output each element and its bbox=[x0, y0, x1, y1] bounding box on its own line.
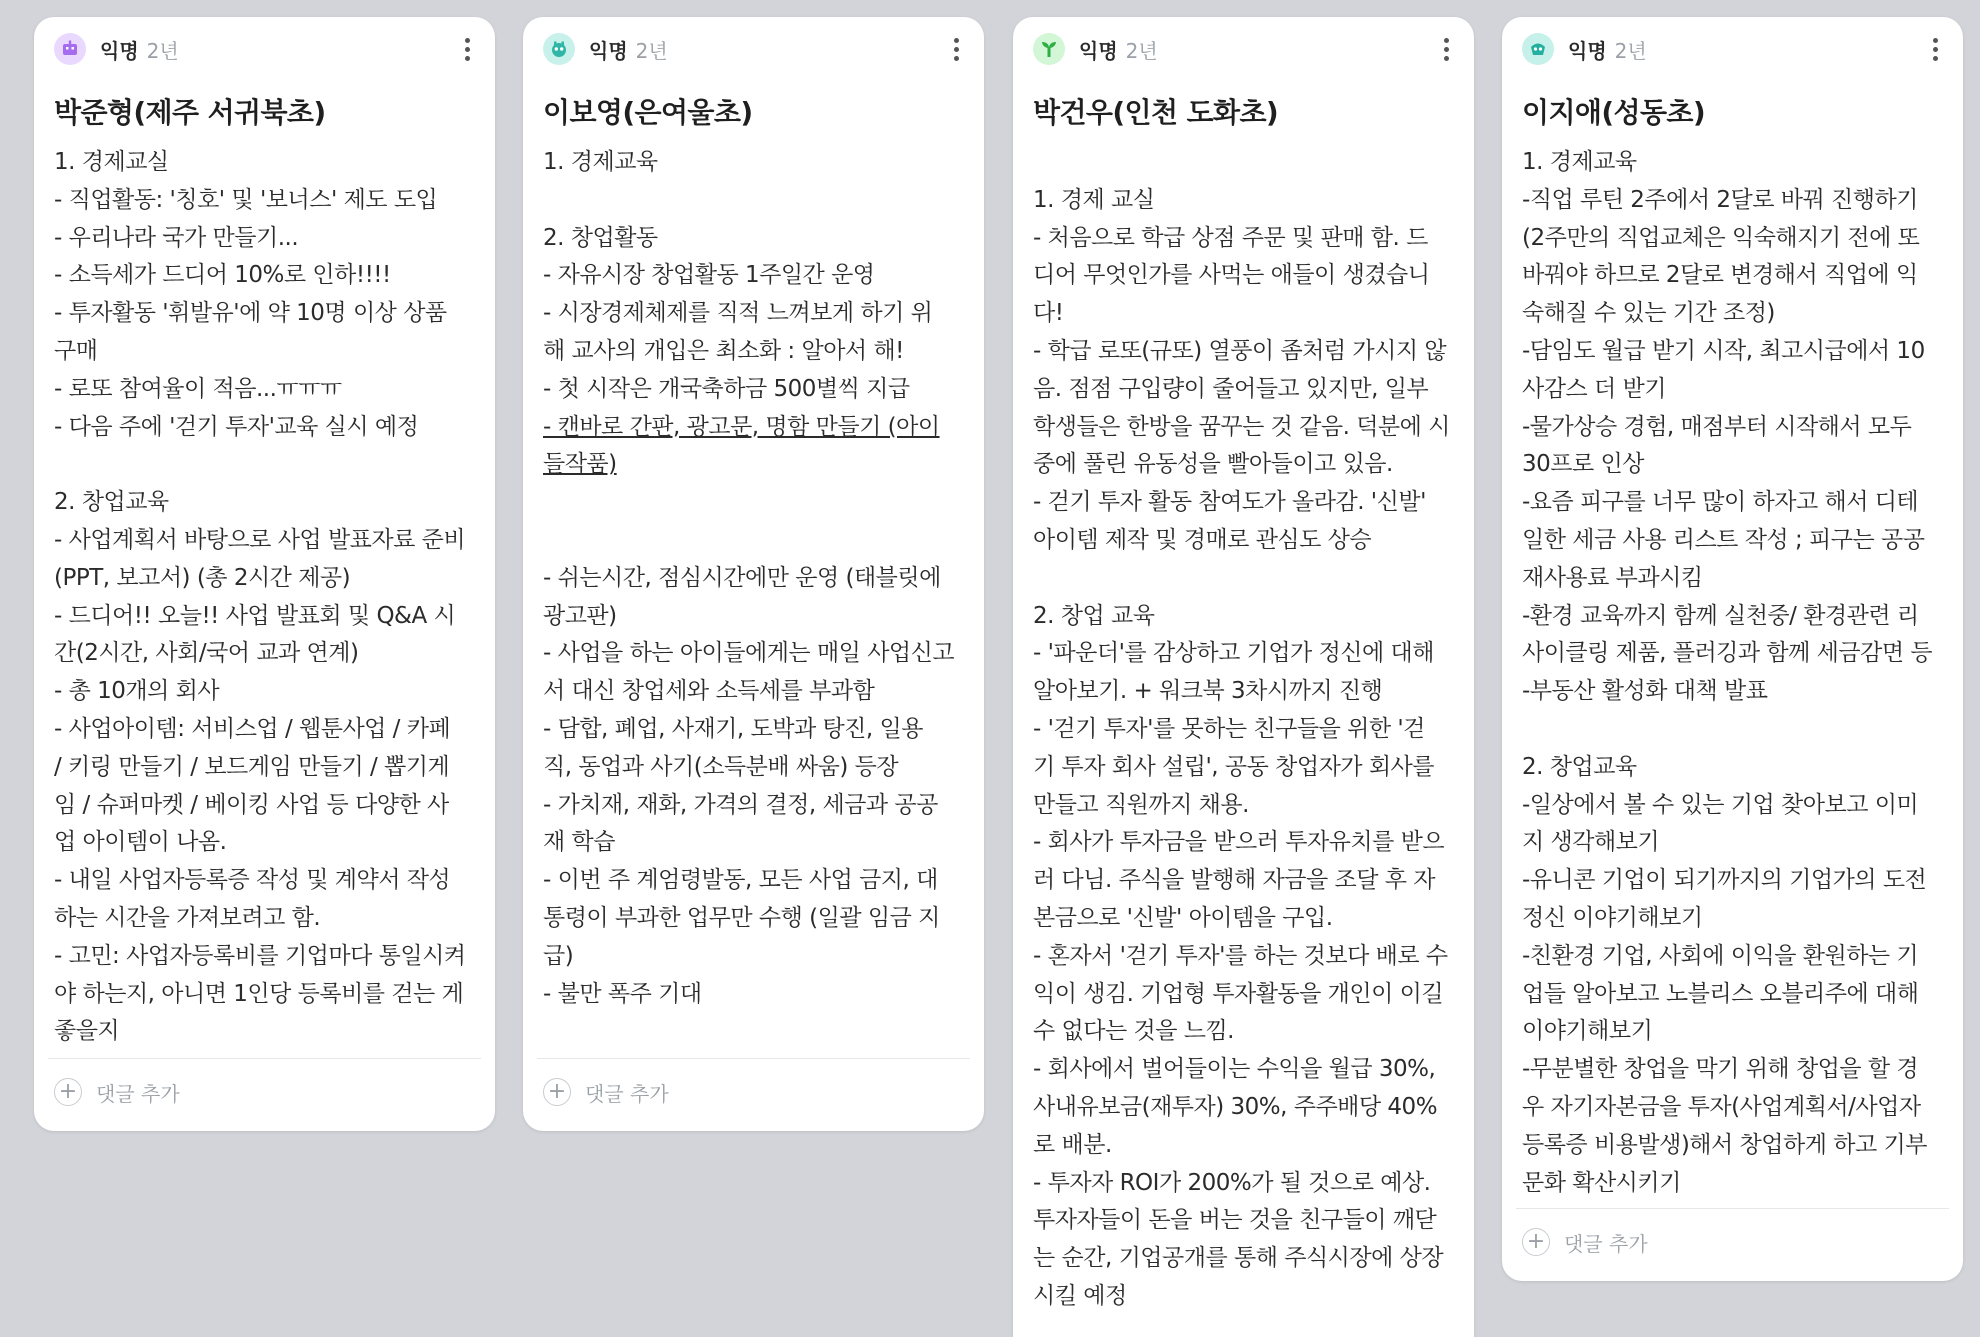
body-line: -유니콘 기업이 되기까지의 기업가의 도전 bbox=[1522, 867, 1927, 894]
body-line: 는 순간, 기업공개를 통해 주식시장에 상장 bbox=[1033, 1245, 1444, 1272]
body-line: 이야기해보기 bbox=[1522, 1018, 1653, 1045]
body-line: 2. 창업교육 bbox=[1522, 753, 1637, 780]
post-card[interactable] bbox=[1013, 17, 1474, 1337]
body-line: / 키링 만들기 / 보드게임 만들기 / 뽑기게 bbox=[54, 753, 450, 780]
body-line: 본금으로 '신발' 아이템을 구입. bbox=[1033, 904, 1333, 931]
body-line: - '걷기 투자'를 못하는 친구들을 위한 '걷 bbox=[1033, 715, 1425, 742]
body-line: - 사업아이템: 서비스업 / 웹툰사업 / 카페 bbox=[54, 715, 451, 742]
body-line: -친환경 기업, 사회에 이익을 환원하는 기 bbox=[1522, 942, 1919, 969]
post-time: 2년 bbox=[146, 38, 179, 63]
plus-icon: + bbox=[1522, 1228, 1550, 1256]
body-line-underlined: 들작품) bbox=[543, 451, 617, 478]
body-line: 간(2시간, 사회/국어 교과 연계) bbox=[54, 640, 359, 667]
body-line: - 회사가 투자금을 받으러 투자유치를 받으 bbox=[1033, 829, 1445, 856]
post-body bbox=[1033, 144, 1466, 1316]
body-line: 1. 경제교육 bbox=[543, 149, 658, 175]
body-line: 1. 경제교육 bbox=[1522, 149, 1637, 175]
plus-icon: + bbox=[54, 1078, 82, 1106]
body-line: 통령이 부과한 업무만 수행 (일괄 임금 지 bbox=[543, 904, 940, 931]
body-line: - 쉬는시간, 점심시간에만 운영 (태블릿에 bbox=[543, 564, 941, 591]
post-header bbox=[543, 31, 970, 67]
body-line bbox=[1033, 560, 1466, 598]
body-line: 업들 알아보고 노블리스 오블리주에 대해 bbox=[1522, 980, 1919, 1007]
body-line: - 학급 로또(규또) 열풍이 좀처럼 가시지 않 bbox=[1033, 337, 1447, 364]
body-line: 서 대신 창업세와 소득세를 부과함 bbox=[543, 678, 875, 705]
post-time: 2년 bbox=[1125, 38, 1158, 63]
creature-face-icon bbox=[1522, 33, 1554, 65]
body-line: - '파운더'를 감상하고 기업가 정신에 대해 bbox=[1033, 640, 1434, 667]
divider bbox=[1516, 1208, 1949, 1209]
body-line: 중에 풀린 유동성을 빨아들이고 있음. bbox=[1033, 451, 1393, 478]
post-title: 이지애(성동초) bbox=[1522, 96, 1706, 129]
body-line: 기 투자 회사 설립', 공동 창업자가 회사를 bbox=[1033, 753, 1434, 780]
body-line: -물가상승 경험, 매점부터 시작해서 모두 bbox=[1522, 413, 1912, 440]
more-options-icon[interactable] bbox=[453, 33, 481, 65]
body-line bbox=[54, 446, 487, 484]
body-line: 익이 생김. 기업형 투자활동을 개인이 이길 bbox=[1033, 980, 1444, 1007]
body-line: - 투자활동 '휘발유'에 약 10명 이상 상품 bbox=[54, 300, 447, 327]
body-line: 직, 동업과 사기(소득분배 싸움) 등장 bbox=[543, 753, 899, 780]
body-line: 업 아이템이 나옴. bbox=[54, 829, 227, 856]
add-comment-label: 댓글 추가 bbox=[96, 1081, 180, 1106]
body-line: - 혼자서 '걷기 투자'를 하는 것보다 배로 수 bbox=[1033, 942, 1448, 969]
body-line: 우 자기자본금을 투자(사업계획서/사업자 bbox=[1522, 1093, 1921, 1120]
body-line: 하는 시간을 가져보려고 함. bbox=[54, 904, 321, 931]
more-options-icon[interactable] bbox=[942, 33, 970, 65]
body-line: 정신 이야기해보기 bbox=[1522, 904, 1703, 931]
post-header bbox=[54, 31, 481, 67]
body-line bbox=[543, 484, 976, 522]
post-card[interactable] bbox=[34, 17, 495, 1131]
body-line: - 내일 사업자등록증 작성 및 계약서 작성 bbox=[54, 867, 451, 894]
body-line: - 담합, 폐업, 사재기, 도박과 탕진, 일용 bbox=[543, 715, 923, 742]
add-comment-label: 댓글 추가 bbox=[1564, 1231, 1648, 1256]
post-title: 박건우(인천 도화초) bbox=[1033, 96, 1279, 129]
body-line: -요즘 피구를 너무 많이 하자고 해서 디테 bbox=[1522, 489, 1919, 516]
body-line: 재사용료 부과시킴 bbox=[1522, 564, 1703, 591]
body-line: (2주만의 직업교체은 익숙해지기 전에 또 bbox=[1522, 224, 1920, 251]
body-line: 일한 세금 사용 리스트 작성 ; 피구는 공공 bbox=[1522, 526, 1925, 553]
body-line: - 고민: 사업자등록비를 기업마다 통일시켜 bbox=[54, 942, 466, 969]
post-time: 2년 bbox=[635, 38, 668, 63]
body-line bbox=[543, 522, 976, 560]
body-line: - 소득세가 드디어 10%로 인하!!!! bbox=[54, 262, 391, 289]
body-line: 광고판) bbox=[543, 602, 617, 629]
body-line: -담임도 월급 받기 시작, 최고시급에서 10 bbox=[1522, 337, 1925, 364]
add-comment-button[interactable] bbox=[1522, 1225, 1648, 1259]
body-line: 투자자들이 돈을 버는 것을 친구들이 깨닫 bbox=[1033, 1207, 1437, 1234]
body-line bbox=[543, 182, 976, 220]
plus-icon: + bbox=[543, 1078, 571, 1106]
body-line: 2. 창업활동 bbox=[543, 224, 658, 251]
body-line: 1. 경제 교실 bbox=[1033, 186, 1155, 213]
body-line: - 회사에서 벌어들이는 수익을 월급 30%, bbox=[1033, 1056, 1436, 1083]
body-line: 30프로 인상 bbox=[1522, 451, 1644, 478]
post-body bbox=[543, 144, 976, 1013]
body-line: 해 교사의 개입은 최소화 : 알아서 해! bbox=[543, 337, 904, 364]
body-line: 재 학습 bbox=[543, 829, 615, 856]
author-name: 익명 bbox=[1568, 38, 1607, 63]
add-comment-button[interactable] bbox=[54, 1075, 180, 1109]
post-card[interactable] bbox=[523, 17, 984, 1131]
body-line: 바꿔야 하므로 2달로 변경해서 직업에 익 bbox=[1522, 262, 1918, 289]
post-title: 이보영(은여울초) bbox=[543, 96, 753, 129]
body-line: 알아보기. + 워크북 3차시까지 진행 bbox=[1033, 678, 1383, 705]
post-card[interactable] bbox=[1502, 17, 1963, 1281]
body-line: -무분별한 창업을 막기 위해 창업을 할 경 bbox=[1522, 1056, 1919, 1083]
body-line: - 가치재, 재화, 가격의 결정, 세금과 공공 bbox=[543, 791, 938, 818]
body-line: 디어 무엇인가를 사먹는 애들이 생겼습니 bbox=[1033, 262, 1430, 289]
body-line: -부동산 활성화 대책 발표 bbox=[1522, 678, 1768, 705]
post-header bbox=[1522, 31, 1949, 67]
body-line: 만들고 직원까지 채용. bbox=[1033, 791, 1249, 818]
post-title: 박준형(제주 서귀북초) bbox=[54, 96, 326, 129]
body-line: - 자유시장 창업활동 1주일간 운영 bbox=[543, 262, 875, 289]
body-line: - 우리나라 국가 만들기... bbox=[54, 224, 299, 251]
body-line: 학생들은 한방을 꿈꾸는 것 같음. 덕분에 시 bbox=[1033, 413, 1450, 440]
body-line: - 드디어!! 오늘!! 사업 발표회 및 Q&A 시 bbox=[54, 602, 456, 629]
body-line: 숙해질 수 있는 기간 조정) bbox=[1522, 300, 1775, 327]
body-line: 지 생각해보기 bbox=[1522, 829, 1660, 856]
body-line: 2. 창업 교육 bbox=[1033, 602, 1155, 629]
body-line: 수 없다는 것을 느낌. bbox=[1033, 1018, 1234, 1045]
body-line: 구매 bbox=[54, 337, 98, 364]
divider bbox=[537, 1058, 970, 1059]
monster-face-icon bbox=[543, 33, 575, 65]
body-line: - 시장경제체제를 직적 느껴보게 하기 위 bbox=[543, 300, 933, 327]
body-line: 급) bbox=[543, 942, 574, 969]
body-line: - 다음 주에 '걷기 투자'교육 실시 예정 bbox=[54, 413, 419, 440]
post-header bbox=[1033, 31, 1460, 67]
body-line: -일상에서 볼 수 있는 기업 찾아보고 이미 bbox=[1522, 791, 1919, 818]
body-line: 사내유보금(재투자) 30%, 주주배당 40% bbox=[1033, 1093, 1438, 1120]
body-line-underlined: - 캔바로 간판, 광고문, 명함 만들기 (아이 bbox=[543, 413, 940, 440]
body-line: 2. 창업교육 bbox=[54, 489, 169, 516]
body-line: 임 / 슈퍼마켓 / 베이킹 사업 등 다양한 사 bbox=[54, 791, 449, 818]
body-line: 등록증 비용발생)해서 창업하게 하고 기부 bbox=[1522, 1131, 1927, 1158]
more-options-icon[interactable] bbox=[1921, 33, 1949, 65]
body-line: - 첫 시작은 개국축하금 500별씩 지급 bbox=[543, 375, 910, 402]
body-line: - 투자자 ROI가 200%가 될 것으로 예상. bbox=[1033, 1169, 1431, 1196]
body-line: 야 하는지, 아니면 1인당 등록비를 걷는 게 bbox=[54, 980, 464, 1007]
more-options-icon[interactable] bbox=[1432, 33, 1460, 65]
body-line: - 불만 폭주 기대 bbox=[543, 980, 702, 1007]
body-line: - 이번 주 계엄령발동, 모든 사업 금지, 대 bbox=[543, 867, 938, 894]
post-body bbox=[54, 144, 487, 1051]
body-line: - 처음으로 학급 상점 주문 및 판매 함. 드 bbox=[1033, 224, 1428, 251]
body-line: 러 다님. 주식을 발행해 자금을 조달 후 자 bbox=[1033, 867, 1435, 894]
post-time: 2년 bbox=[1614, 38, 1647, 63]
author-name: 익명 bbox=[589, 38, 628, 63]
body-line: 사이클링 제품, 플러깅과 함께 세금감면 등 bbox=[1522, 640, 1933, 667]
body-line: (PPT, 보고서) (총 2시간 제공) bbox=[54, 564, 351, 591]
divider bbox=[48, 1058, 481, 1059]
body-line: 문화 확산시키기 bbox=[1522, 1169, 1681, 1196]
author-name: 익명 bbox=[1079, 38, 1118, 63]
body-line: -직업 루틴 2주에서 2달로 바꿔 진행하기 bbox=[1522, 186, 1918, 213]
body-line: -환경 교육까지 함께 실천중/ 환경관련 리 bbox=[1522, 602, 1919, 629]
body-line: 좋을지 bbox=[54, 1018, 120, 1045]
plant-face-icon bbox=[1033, 33, 1065, 65]
add-comment-label: 댓글 추가 bbox=[585, 1081, 669, 1106]
body-line: - 직업활동: '칭호' 및 '보너스' 제도 도입 bbox=[54, 186, 438, 213]
body-line: - 걷기 투자 활동 참여도가 올라감. '신발' bbox=[1033, 489, 1426, 516]
body-line: - 총 10개의 회사 bbox=[54, 678, 220, 705]
body-line: - 로또 참여율이 적음...ㅠㅠㅠ bbox=[54, 375, 342, 402]
body-line: 1. 경제교실 bbox=[54, 149, 169, 175]
body-line: 음. 점점 구입량이 줄어들고 있지만, 일부 bbox=[1033, 375, 1429, 402]
author-name: 익명 bbox=[100, 38, 139, 63]
body-line: 로 배분. bbox=[1033, 1131, 1112, 1158]
body-line: 아이템 제작 및 경매로 관심도 상승 bbox=[1033, 526, 1372, 553]
robot-face-icon bbox=[54, 33, 86, 65]
add-comment-button[interactable] bbox=[543, 1075, 669, 1109]
body-line bbox=[1522, 711, 1955, 749]
body-line bbox=[1033, 144, 1466, 182]
body-line: 시킬 예정 bbox=[1033, 1282, 1127, 1309]
post-body bbox=[1522, 144, 1955, 1202]
body-line: 사감스 더 받기 bbox=[1522, 375, 1666, 402]
body-line: - 사업을 하는 아이들에게는 매일 사업신고 bbox=[543, 640, 955, 667]
body-line: 다! bbox=[1033, 300, 1064, 327]
body-line: - 사업계획서 바탕으로 사업 발표자료 준비 bbox=[54, 526, 466, 553]
